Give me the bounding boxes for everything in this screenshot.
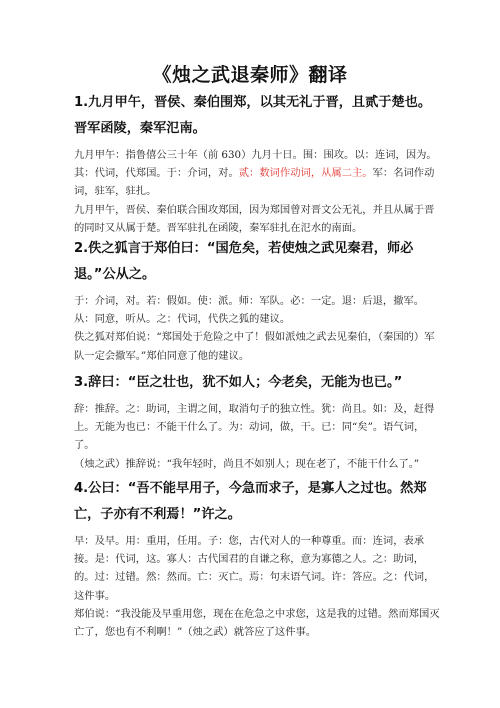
section-2-translation: 佚之狐对郑伯说：“郑国处于危险之中了！假如派烛之武去见秦伯，（秦国的）军队一定会撤军。”郑伯同意了他的建议。 xyxy=(74,331,435,362)
section-1-notes-text-2: 军：名词作动词，驻军，驻扎。 xyxy=(74,167,435,198)
section-4-heading: 4.公曰：“吾不能早用子，今急而求子，是寡人之过也。然郑亡，子亦有不利焉！”许之。 xyxy=(74,481,427,522)
section-4 xyxy=(74,476,442,641)
section-2-heading: 2.佚之狐言于郑伯曰：“国危矣，若使烛之武见秦君，师必退。”公从之。 xyxy=(74,241,414,282)
section-2 xyxy=(74,236,442,365)
section-3 xyxy=(74,370,442,473)
section-1-notes-text: 九月甲午：指鲁僖公三十年（前 630）九月十日。围：围攻。以：连词，因为。其：代词，代郑国。于：介词，对。 xyxy=(74,149,437,180)
section-1-notes xyxy=(74,146,442,201)
section-1-heading: 1.九月甲午，晋侯、秦伯围郑，以其无礼于晋，且贰于楚也。晋军函陵，秦军氾南。 xyxy=(74,95,432,136)
section-4-notes: 早：及早。用：重用，任用。子：您，古代对人的一种尊重。而：连词，表承接。是：代词，这。寡人：古代国君的自谦之称，意为寡德之人。之：助词，的。过：过错。然：然而。亡：灭亡。焉：句末语气词。许：答应。之：代词，这件事。 xyxy=(74,535,435,602)
section-3-heading: 3.辞曰：“臣之壮也，犹不如人；今老矣，无能为也已。” xyxy=(74,375,403,390)
section-3-notes: 辞：推辞。之：助词，主谓之间，取消句子的独立性。犹：尚且。如：及，赶得上。无能为也已：不能干什么了。为：动词，做，干。已：同“矣”。语气词，了。 xyxy=(74,403,435,452)
document-title: 《烛之武退秦师》翻译 xyxy=(152,64,348,86)
section-4-translation: 郑伯说：“我没能及早重用您，现在在危急之中求您，这是我的过错。然而郑国灭亡了，您也有不利啊！”（烛之武）就答应了这件事。 xyxy=(74,607,440,639)
section-2-notes: 于：介词，对。若：假如。使：派。师：军队。必：一定。退：后退，撤军。从：同意，听从。之：代词，代佚之狐的建议。 xyxy=(74,295,425,326)
section-3-translation: （烛之武）推辞说：“我年轻时，尚且不如别人；现在老了，不能干什么了。” xyxy=(74,457,420,470)
section-1 xyxy=(74,90,442,237)
section-1-translation: 九月甲午，晋侯、秦伯联合围攻郑国，因为郑国曾对晋文公无礼，并且从属于晋的同时又从属于楚。晋军驻扎在函陵，秦军驻扎在氾水的南面。 xyxy=(74,203,435,234)
section-1-notes-highlight: 贰：数词作动词，从属二主。 xyxy=(238,167,373,180)
